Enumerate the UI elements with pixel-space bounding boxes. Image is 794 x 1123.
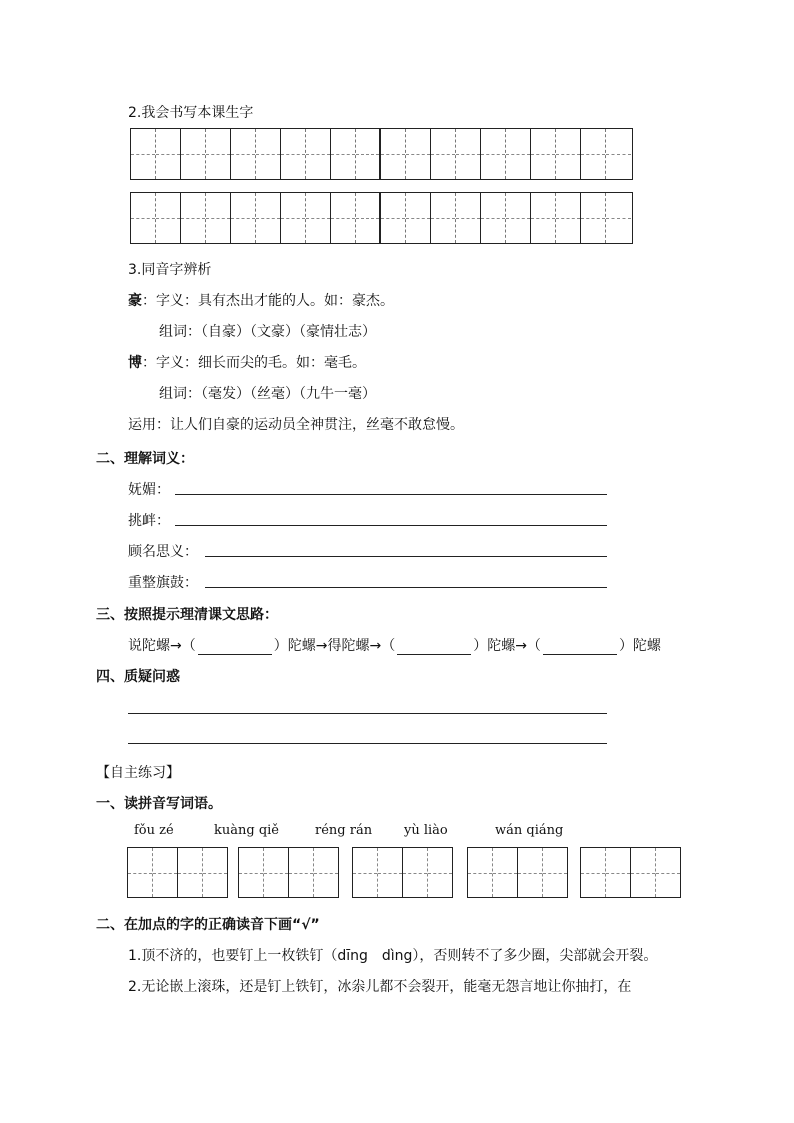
writing-grid-row-2 — [130, 192, 633, 244]
answer-line[interactable] — [128, 713, 607, 714]
usage-sentence: 运用：让人们自豪的运动员全神贯注，丝毫不敢怠慢。 — [128, 417, 464, 433]
vocab-label-4: 重整旗鼓： — [128, 575, 198, 591]
writing-box-1[interactable] — [127, 847, 228, 898]
practice-header: 【自主练习】 — [96, 765, 180, 781]
answer-line[interactable] — [205, 556, 607, 557]
outline-sentence — [128, 635, 661, 655]
outline-text: ）陀螺 — [618, 638, 661, 654]
section-title-write: 2.我会书写本课生字 — [128, 105, 254, 121]
homophone-char: 博 — [128, 355, 142, 371]
vocab-label-1: 妩媚： — [128, 482, 170, 498]
homophone-hao2-meaning — [128, 352, 366, 372]
homophone-hao-meaning — [128, 290, 394, 310]
pinyin-label-1: fǒu zé — [134, 823, 174, 838]
meaning-text: ：字义：具有杰出才能的人。如：豪杰。 — [142, 293, 394, 309]
writing-box-4[interactable] — [467, 847, 568, 898]
writing-box-2[interactable] — [238, 847, 339, 898]
section-title-homophone: 3.同音字辨析 — [128, 262, 212, 278]
outline-text: 说陀螺→（ — [128, 638, 196, 654]
vocab-label-3: 顾名思义： — [128, 544, 198, 560]
outline-blank-2[interactable] — [397, 640, 471, 655]
pinyin-label-3: réng rán — [315, 823, 373, 838]
writing-box-5[interactable] — [580, 847, 681, 898]
pinyin-label-5: wán qiáng — [495, 823, 564, 838]
writing-grid-row-1 — [130, 128, 633, 180]
part2-title: 二、理解词义： — [96, 451, 194, 467]
outline-text: ）陀螺→（ — [473, 638, 541, 654]
practice-q2-title: 二、在加点的字的正确读音下画“√” — [96, 917, 320, 933]
part4-title: 四、质疑问惑 — [96, 669, 180, 685]
pinyin-label-4: yù liào — [404, 823, 448, 838]
homophone-hao-words: 组词：（自豪）（文豪）（豪情壮志） — [159, 324, 376, 340]
answer-line[interactable] — [128, 743, 607, 744]
homophone-hao2-words: 组词：（毫发）（丝毫）（九牛一毫） — [159, 386, 376, 402]
outline-blank-1[interactable] — [198, 640, 272, 655]
answer-line[interactable] — [175, 494, 607, 495]
practice-q2-line-1: 1.顶不济的，也要钉上一枚铁钉（dīng dìng），否则转不了多少圈，尖部就会开裂。 — [128, 948, 658, 964]
practice-q1-title: 一、读拼音写词语。 — [96, 796, 222, 812]
writing-box-3[interactable] — [352, 847, 453, 898]
answer-line[interactable] — [205, 587, 607, 588]
part3-title: 三、按照提示理清课文思路： — [96, 607, 278, 623]
practice-q2-line-2: 2.无论嵌上滚珠，还是钉上铁钉，冰尜儿都不会裂开，能毫无怨言地让你抽打，在 — [128, 979, 632, 995]
outline-text: ）陀螺→得陀螺→（ — [273, 638, 396, 654]
homophone-char: 豪 — [128, 293, 142, 309]
vocab-label-2: 挑衅： — [128, 513, 170, 529]
meaning-text: ：字义：细长而尖的毛。如：毫毛。 — [142, 355, 366, 371]
pinyin-label-2: kuàng qiě — [214, 823, 279, 838]
outline-blank-3[interactable] — [543, 640, 617, 655]
answer-line[interactable] — [175, 525, 607, 526]
